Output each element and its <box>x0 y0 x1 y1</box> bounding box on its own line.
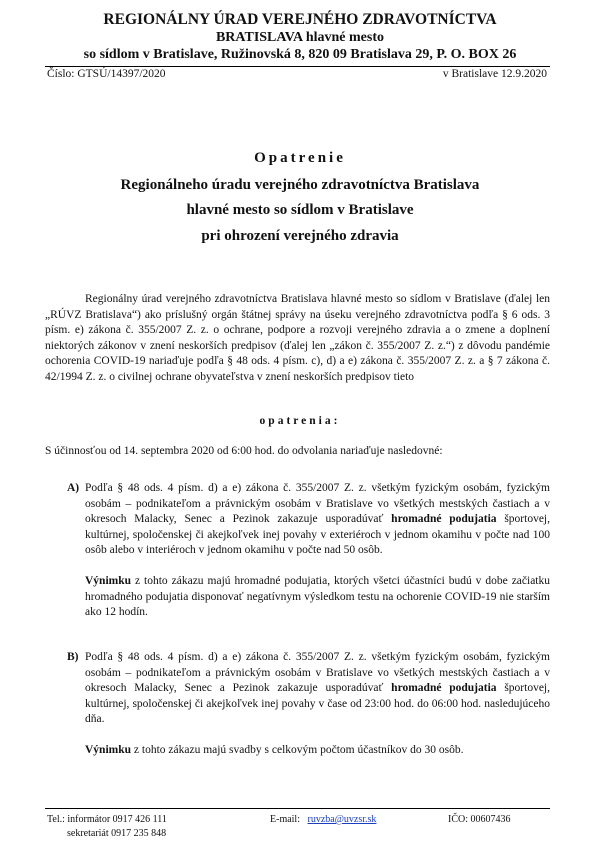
exception-label: Výnimku <box>85 574 132 587</box>
intro-text: Regionálny úrad verejného zdravotníctva Bratislava hlavné mesto so sídlom v Bratislave (ďalej len „RÚVZ Bratislava“) ako príslušný orgán štátnej správy na úseku verejného zdravotníctva podľa § 6 ods. 3 písm. e) zákona č. 355/2007 Z. z. o ochrane, podpore a rozvoji verejného zdravia a o zmene a doplnení niektorých zákonov v znení neskorších predpisov (ďalej len „zákon č. 355/2007 Z. z.“) z dôvodu pandémie ochorenia COVID-19 nariaďuje podľa § 48 ods. 4 písm. c), d) a e) zákona č. 355/2007 Z. z. a § 7 zákona č. 42/1994 Z. z. o civilnej ochrane obyvateľstva v znení neskorších predpisov tieto <box>45 293 550 383</box>
title-line-2: Regionálneho úradu verejného zdravotníctva Bratislava <box>120 177 480 193</box>
measure-text: Podľa § 48 ods. 4 písm. d) a e) zákona č. 355/2007 Z. z. všetkým fyzickým osobám, fyzickým osobám – podnikateľom a právnickým osobám v Bratislave vo všetkých mestských častiach a v okresoch Malacky, Senec a Pezinok zakazuje usporadúvať hromadné podujatia športovej, kultúrnej, spoločenskej či akejkoľvek inej povahy v čase od 23:00 hod. do 06:00 hod. nasledujúceho dňa. <box>85 651 550 726</box>
header-divider <box>45 66 550 67</box>
document-date: v Bratislave 12.9.2020 <box>442 68 547 80</box>
item-marker: A) <box>67 482 80 494</box>
footer-email <box>270 814 376 825</box>
exception-text: Výnimku z tohto zákazu majú svadby s celkovým počtom účastníkov do 30 osôb. <box>85 743 464 756</box>
email-link[interactable]: ruvzba@uvzsr.sk <box>307 814 377 825</box>
office-address: so sídlom v Bratislave, Ružinovská 8, 820 09 Bratislava 29, P. O. BOX 26 <box>83 47 517 62</box>
exception-label: Výnimku <box>85 743 132 756</box>
footer-ico: IČO: 00607436 <box>448 814 511 825</box>
exception-text: Výnimku z tohto zákazu majú hromadné podujatia, ktorých všetci účastníci budú v dobe začiatku hromadného podujatia disponovať negatívnym výsledkom testu na ochorenie COVID-19 nie starším ako 12 hodín. <box>85 574 550 619</box>
emphasis: hromadné podujatia <box>391 513 497 526</box>
footer-phone: Tel.: informátor 0917 426 111 <box>47 814 167 825</box>
footer-secretariat: sekretariát 0917 235 848 <box>67 828 167 839</box>
office-name: REGIONÁLNY ÚRAD VEREJNÉHO ZDRAVOTNÍCTVA <box>103 11 497 28</box>
emphasis: hromadné podujatia <box>391 682 497 695</box>
measure-item-a <box>45 481 550 621</box>
document-number: Číslo: GTSÚ/14397/2020 <box>47 68 166 80</box>
email-label: E-mail: <box>270 814 300 825</box>
measures-heading: opatrenia: <box>259 415 341 427</box>
intro-paragraph <box>45 292 550 386</box>
measure-text: Podľa § 48 ods. 4 písm. d) a e) zákona č. 355/2007 Z. z. všetkým fyzickým osobám, fyzickým osobám – podnikateľom a právnickým osobám v Bratislave vo všetkých mestských častiach a v okresoch Malacky, Senec a Pezinok zakazuje usporadúvať hromadné podujatia športovej, kultúrnej, spoločenskej či akejkoľvek inej povahy v exteriéroch v jednom okamihu v počte nad 100 osôb alebo v interiéroch v jednom okamihu v počte nad 50 osôb. <box>85 482 550 557</box>
measure-item-b <box>45 650 550 759</box>
title-line-4: pri ohrození verejného zdravia <box>201 228 399 244</box>
effective-date-text: S účinnosťou od 14. septembra 2020 od 6:00 hod. do odvolania nariaďuje nasledovné: <box>45 445 443 457</box>
document-title: Opatrenie <box>254 150 346 166</box>
item-marker: B) <box>67 651 79 663</box>
office-city: BRATISLAVA hlavné mesto <box>215 30 385 45</box>
title-line-3: hlavné mesto so sídlom v Bratislave <box>186 202 414 218</box>
footer-divider <box>45 808 550 809</box>
